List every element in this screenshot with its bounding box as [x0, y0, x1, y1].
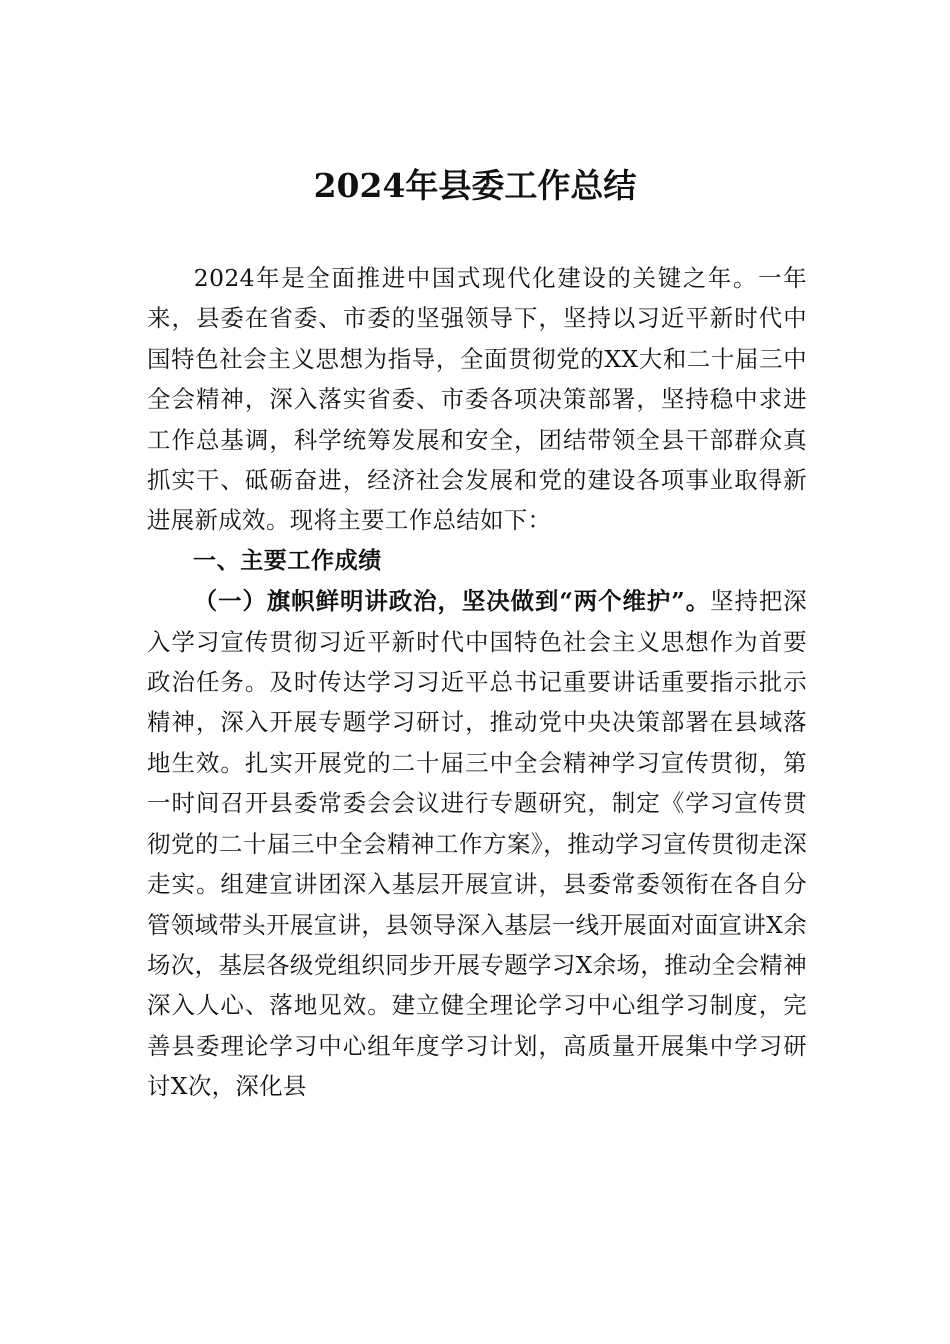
intro-paragraph: 2024年是全面推进中国式现代化建设的关键之年。一年来，县委在省委、市委的坚强领导下，坚持以习近平新时代中国特色社会主义思想为指导，全面贯彻党的XX大和二十届三中全会精神，深入落实省委、市委各项决策部署，坚持稳中求进工作总基调，科学统筹发展和安全，团结带领全县干部群众真抓实干、砥砺奋进，经济社会发展和党的建设各项事业取得新进展新成效。现将主要工作总结如下： [147, 264, 807, 535]
subsection-heading: （一）旗帜鲜明讲政治，坚决做到“两个维护”。 [193, 587, 711, 616]
document-body [147, 258, 807, 1107]
section-heading: 一、主要工作成绩 [193, 547, 382, 574]
subsection-paragraph [147, 581, 807, 1106]
document-title: 2024年县委工作总结 [313, 166, 637, 205]
subsection-body: 坚持把深入学习宣传贯彻习近平新时代中国特色社会主义思想作为首要政治任务。及时传达学习习近平总书记重要讲话重要指示批示精神，深入开展专题学习研讨，推动党中央决策部署在县域落地生效。扎实开展党的二十届三中全会精神学习宣传贯彻，第一时间召开县委常委会会议进行专题研究，制定《学习宣传贯彻党的二十届三中全会精神工作方案》，推动学习宣传贯彻走深走实。组建宣讲团深入基层开展宣讲，县委常委领衔在各自分管领域带头开展宣讲，县领导深入基层一线开展面对面宣讲X余场次，基层各级党组织同步开展专题学习X余场，推动全会精神深入人心、落地见效。建立健全理论学习中心组学习制度，完善县委理论学习中心组年度学习计划，高质量开展集中学习研讨X次，深化县 [147, 587, 807, 1101]
